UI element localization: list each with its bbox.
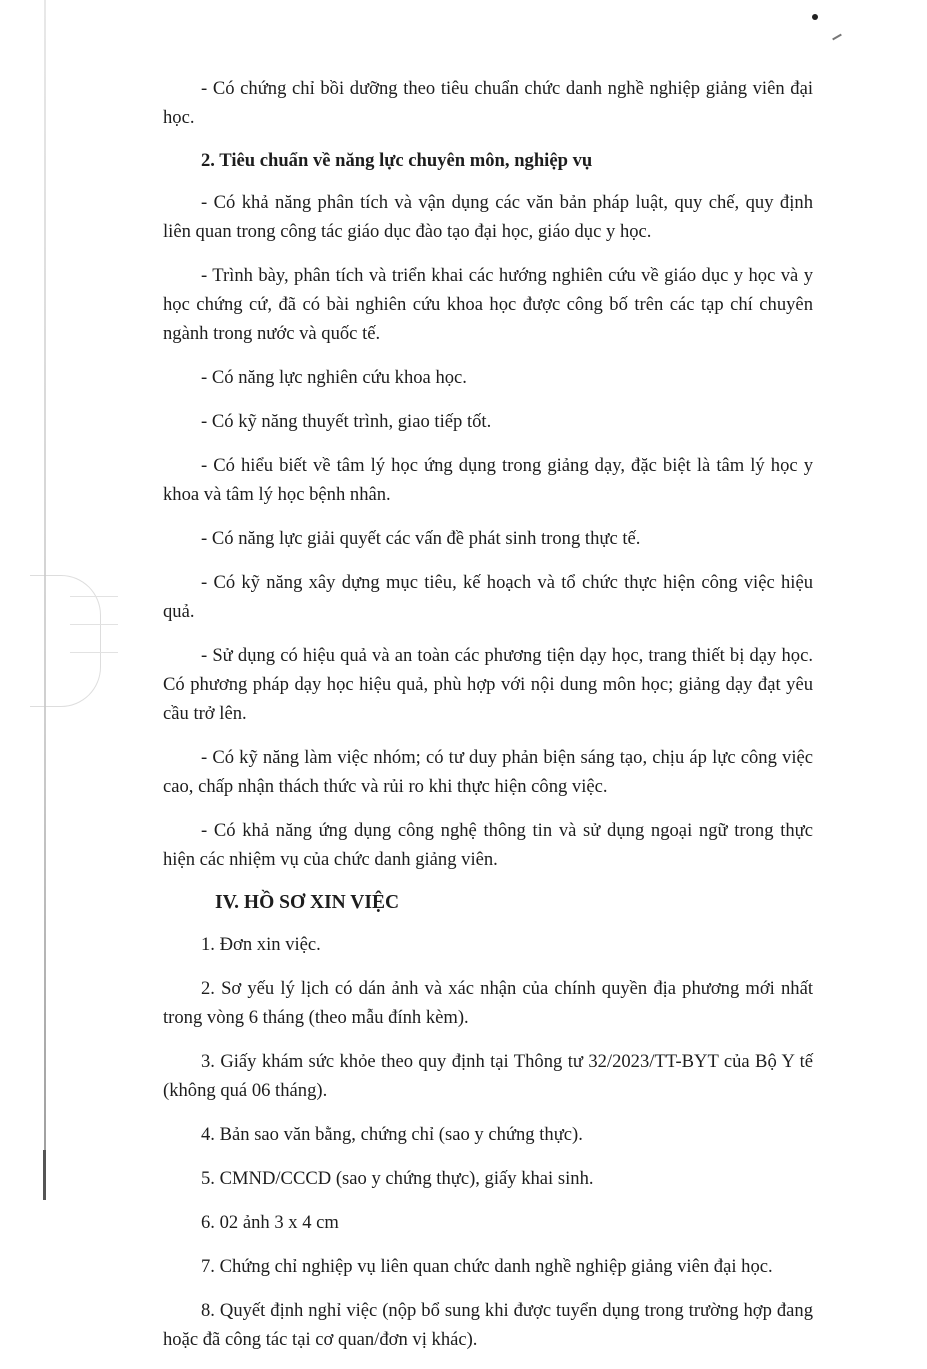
list-item: 3. Giấy khám sức khỏe theo quy định tại Thông tư 32/2023/TT-BYT của Bộ Y tế (không quá 06 tháng). (163, 1051, 813, 1101)
paragraph: - Có năng lực nghiên cứu khoa học. (201, 367, 467, 388)
faded-stamp-fragment (30, 575, 101, 707)
paragraph: - Có chứng chỉ bồi dưỡng theo tiêu chuẩn chức danh nghề nghiệp giảng viên đại học. (163, 78, 813, 128)
section-heading-iv: IV. HỒ SƠ XIN VIỆC (215, 892, 400, 913)
list-item: 5. CMND/CCCD (sao y chứng thực), giấy khai sinh. (201, 1168, 594, 1189)
stamp-line (70, 624, 118, 625)
paragraph: - Trình bày, phân tích và triển khai các hướng nghiên cứu về giáo dục y học và y học chứng cứ, đã có bài nghiên cứu khoa học được công bố trên các tạp chí chuyên ngành trong nước và quốc tế. (163, 265, 813, 344)
paragraph: - Có kỹ năng xây dựng mục tiêu, kế hoạch và tổ chức thực hiện công việc hiệu quả. (163, 572, 813, 622)
stamp-line (70, 652, 118, 653)
document-body (163, 74, 813, 1369)
paragraph: - Có kỹ năng làm việc nhóm; có tư duy phản biện sáng tạo, chịu áp lực công việc cao, chấp nhận thách thức và rủi ro khi thực hiện công việc. (163, 747, 813, 797)
paragraph: - Có năng lực giải quyết các vấn đề phát sinh trong thực tế. (201, 528, 641, 549)
list-item: 7. Chứng chỉ nghiệp vụ liên quan chức danh nghề nghiệp giảng viên đại học. (201, 1256, 773, 1277)
list-item: 4. Bản sao văn bằng, chứng chỉ (sao y chứng thực). (201, 1124, 583, 1145)
list-item: 1. Đơn xin việc. (201, 934, 321, 955)
paragraph: - Sử dụng có hiệu quả và an toàn các phương tiện dạy học, trang thiết bị dạy học. Có phương pháp dạy học hiệu quả, phù hợp với nội dung môn học; giảng dạy đạt yêu cầu trở lên. (163, 645, 813, 724)
section-heading-2: 2. Tiêu chuẩn về năng lực chuyên môn, nghiệp vụ (201, 150, 593, 171)
list-item: 2. Sơ yếu lý lịch có dán ảnh và xác nhận của chính quyền địa phương mới nhất trong vòng 6 tháng (theo mẫu đính kèm). (163, 978, 813, 1028)
scan-edge-shadow (43, 1150, 46, 1200)
list-item: 8. Quyết định nghỉ việc (nộp bổ sung khi được tuyển dụng trong trường hợp đang hoặc đã công tác tại cơ quan/đơn vị khác). (163, 1300, 813, 1350)
paragraph: - Có kỹ năng thuyết trình, giao tiếp tốt. (201, 411, 492, 432)
paragraph: - Có khả năng ứng dụng công nghệ thông tin và sử dụng ngoại ngữ trong thực hiện các nhiệm vụ của chức danh giảng viên. (163, 820, 813, 870)
stamp-line (70, 596, 118, 597)
paragraph: - Có khả năng phân tích và vận dụng các văn bản pháp luật, quy chế, quy định liên quan trong công tác giáo dục đào tạo đại học, giáo dục y học. (163, 192, 813, 242)
paragraph: - Có hiểu biết về tâm lý học ứng dụng trong giảng dạy, đặc biệt là tâm lý học y khoa và tâm lý học bệnh nhân. (163, 455, 813, 505)
scan-tick-mark (832, 34, 842, 41)
scan-dot-mark (812, 14, 818, 20)
list-item: 6. 02 ảnh 3 x 4 cm (201, 1212, 339, 1233)
